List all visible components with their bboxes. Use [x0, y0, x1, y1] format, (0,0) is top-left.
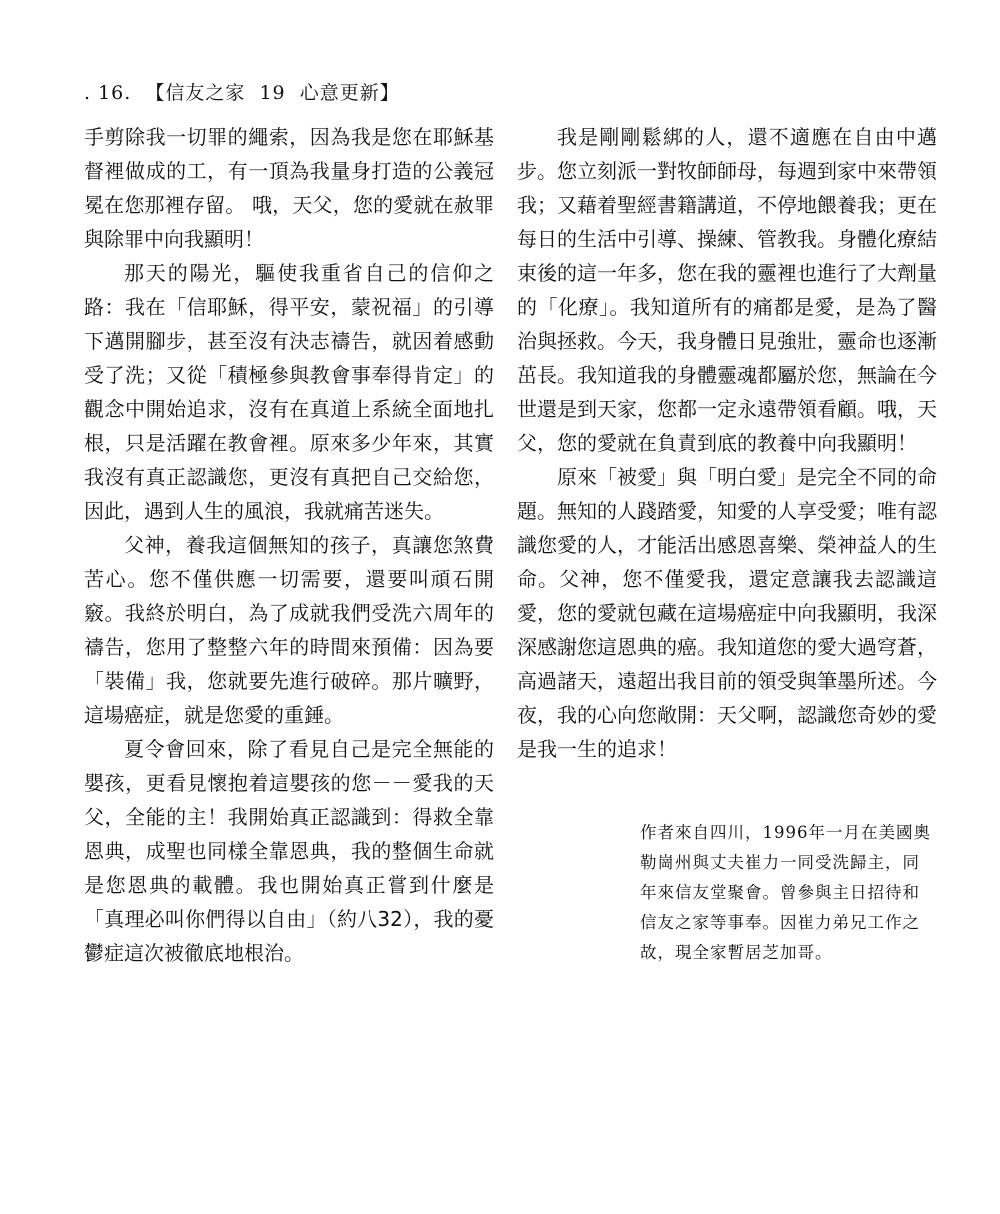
- paragraph: 那天的陽光，驅使我重省自己的信仰之路：我在「信耶穌，得平安，蒙祝福」的引導下邁開腳步，甚至沒有決志禱告，就因着感動受了洗；又從「積極參與教會事奉得肯定」的觀念中開始追求，沒有在真道上系統全面地扎根，只是活躍在教會裡。原來多少年來，其實我沒有真正認識您，更沒有真把自己交給您，因此，遇到人生的風浪，我就痛苦迷失。: [84, 261, 494, 523]
- paragraph: 手剪除我一切罪的繩索，因為我是您在耶穌基督裡做成的工，有一頂為我量身打造的公義冠冕在您那裡存留。 哦，天父，您的愛就在赦罪與除罪中向我顯明！: [84, 125, 494, 251]
- paragraph: 我是剛剛鬆綁的人，還不適應在自由中邁步。您立刻派一對牧師師母，每週到家中來帶領我；又藉着聖經書籍講道，不停地餵養我；更在每日的生活中引導、操練、管教我。身體化療結束後的這一年多，您在我的靈裡也進行了大劑量的「化療」。我知道所有的痛都是愛，是為了醫治與拯救。今天，我身體日見強壯，靈命也逐漸茁長。我知道我的身體靈魂都屬於您，無論在今世還是到天家，您都一定永遠帶領看顧。哦，天父，您的愛就在負責到底的教養中向我顯明！: [517, 125, 937, 455]
- right-column: [517, 120, 937, 766]
- paragraph: 原來「被愛」與「明白愛」是完全不同的命題。無知的人踐踏愛，知愛的人享受愛；唯有認識您愛的人，才能活出感恩喜樂、榮神益人的生命。父神，您不僅愛我，還定意讓我去認識這愛，您的愛就包藏在這場癌症中向我顯明，我深深感謝您這恩典的癌。我知道您的愛大過穹蒼，高過諸天，遠超出我目前的領受與筆墨所述。今夜，我的心向您敞開：天父啊，認識您奇妙的愛是我一生的追求！: [517, 465, 937, 761]
- paragraph: 夏令會回來，除了看見自己是完全無能的嬰孩，更看見懷抱着這嬰孩的您－－愛我的天父，全能的主！我開始真正認識到：得救全靠恩典，成聖也同樣全靠恩典，我的整個生命就是您恩典的載體。我也開始真正嘗到什麼是「真理必叫你們得以自由」（約八32），我的憂鬱症這次被徹底地根治。: [84, 737, 494, 965]
- page-header: . 16. 【信友之家 19 心意更新】: [84, 82, 400, 104]
- author-note: [640, 818, 932, 968]
- paragraph: 父神，養我這個無知的孩子，真讓您煞費苦心。您不僅供應一切需要，還要叫頑石開竅。我終於明白，為了成就我們受洗六周年的禱告，您用了整整六年的時間來預備：因為要「裝備」我，您就要先進行破碎。那片曠野，這場癌症，就是您愛的重錘。: [84, 533, 494, 727]
- author-note-text: 作者來自四川，1996年一月在美國奧勒崗州與丈夫崔力一同受洗歸主，同年來信友堂聚會。曾參與主日招待和信友之家等事奉。因崔力弟兄工作之故，現全家暫居芝加哥。: [640, 823, 931, 962]
- left-column: [84, 120, 494, 970]
